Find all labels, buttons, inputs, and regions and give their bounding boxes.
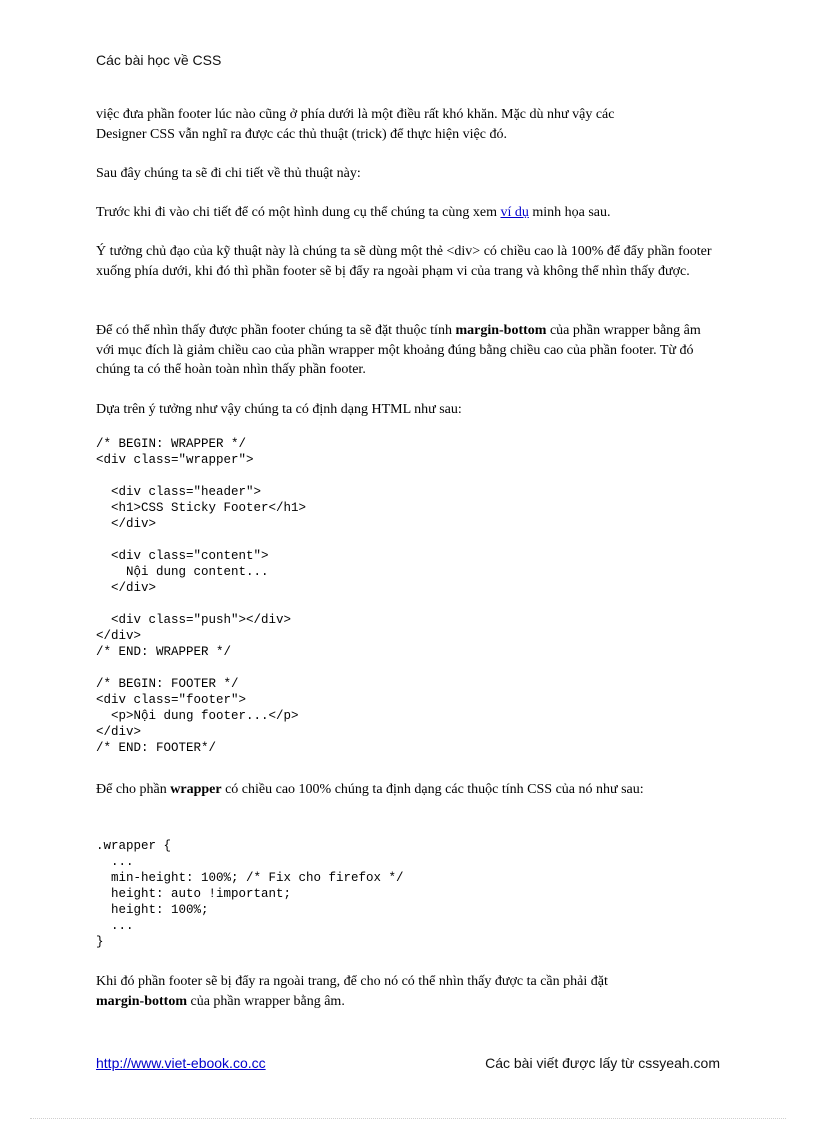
code-line <box>96 596 306 612</box>
paragraph-intro <box>96 105 718 144</box>
code-line: min-height: 100%; /* Fix cho firefox */ <box>96 871 404 885</box>
paragraph-example-text: Trước khi đi vào chi tiết để có một hình dung cụ thể chúng ta cùng xem <box>96 205 501 220</box>
page-bottom-divider <box>30 1118 786 1119</box>
page-header-title: Các bài học về CSS <box>96 52 222 68</box>
code-line: <h1>CSS Sticky Footer</h1> <box>96 501 307 515</box>
code-line: <div class="header"> <box>96 485 262 499</box>
paragraph-wrapper <box>96 780 718 800</box>
code-line: <div class="footer"> <box>96 693 247 707</box>
paragraph-conclusion-tail: của phần wrapper bằng âm. <box>187 993 345 1009</box>
code-line: /* BEGIN: WRAPPER */ <box>96 437 247 451</box>
paragraph-wrapper-text: Để cho phần <box>96 782 171 797</box>
paragraph-conclusion <box>96 972 718 1011</box>
code-line: </div> <box>96 517 157 531</box>
code-line: <p>Nội dung footer...</p> <box>96 709 299 723</box>
code-line: <div class="push"></div> <box>96 613 292 627</box>
code-line: </div> <box>96 725 142 739</box>
code-line: ... <box>96 919 134 933</box>
paragraph-example-tail: minh họa sau. <box>528 205 611 220</box>
code-line: </div> <box>96 581 157 595</box>
css-code-block <box>96 838 404 950</box>
code-line <box>96 532 306 548</box>
wrapper-term: wrapper <box>170 782 222 797</box>
code-line <box>96 468 306 484</box>
example-link[interactable]: ví dụ <box>500 205 529 220</box>
paragraph-margin-text: Để có thể nhìn thấy được phần footer chúng ta sẽ đặt thuộc tính <box>96 323 456 338</box>
paragraph-margin-tail: của phần wrapper bằng âm với mục đích là giảm chiều cao của phần wrapper một khoảng đúng bằng chiều cao của phần footer. Từ đó chúng ta có thể hoàn toàn nhìn thấy phần footer. <box>96 323 701 377</box>
paragraph-intro-line-2: Designer CSS vẫn nghĩ ra được các thủ thuật (trick) để thực hiện việc đó. <box>96 126 507 142</box>
paragraph-overview-text: Sau đây chúng ta sẽ đi chi tiết về thủ thuật này: <box>96 166 361 181</box>
html-code-block <box>96 436 306 756</box>
code-line: } <box>96 935 104 949</box>
paragraph-conclusion-line-1: Khi đó phần footer sẽ bị đẩy ra ngoài trang, để cho nó có thể nhìn thấy được ta cần phải đặt <box>96 974 608 989</box>
code-line: .wrapper { <box>96 839 172 853</box>
paragraph-example <box>96 203 718 223</box>
code-line: </div> <box>96 629 142 643</box>
code-line: <div class="wrapper"> <box>96 453 254 467</box>
code-line: ... <box>96 855 134 869</box>
footer-source-text: Các bài viết được lấy từ cssyeah.com <box>485 1055 720 1071</box>
code-line <box>96 660 306 676</box>
paragraph-wrapper-tail: có chiều cao 100% chúng ta định dạng các thuộc tính CSS của nó như sau: <box>221 782 644 797</box>
code-line: height: auto !important; <box>96 887 292 901</box>
code-line: height: 100%; <box>96 903 209 917</box>
code-line: /* END: WRAPPER */ <box>96 645 232 659</box>
paragraph-html-intro <box>96 400 718 420</box>
paragraph-margin <box>96 321 718 380</box>
margin-bottom-term: margin-bottom <box>455 323 547 338</box>
paragraph-idea-text: Ý tưởng chủ đạo của kỹ thuật này là chúng ta sẽ dùng một thẻ <div> có chiều cao là 100% để đẩy phần footer xuống phía dưới, khi đó thì phần footer sẽ bị đẩy ra ngoài phạm vi của trang và không thể nhìn thấy được. <box>96 244 712 279</box>
code-line: Nội dung content... <box>96 565 269 579</box>
paragraph-overview <box>96 164 718 184</box>
paragraph-idea <box>96 242 718 281</box>
footer-site-link[interactable]: http://www.viet-ebook.co.cc <box>96 1055 266 1071</box>
code-line: <div class="content"> <box>96 549 269 563</box>
code-line: /* BEGIN: FOOTER */ <box>96 677 239 691</box>
paragraph-intro-line-1: việc đưa phần footer lúc nào cũng ở phía dưới là một điều rất khó khăn. Mặc dù như vậy các <box>96 107 615 122</box>
code-line: /* END: FOOTER*/ <box>96 741 217 755</box>
margin-bottom-term-2: margin-bottom <box>96 993 187 1009</box>
paragraph-html-intro-text: Dựa trên ý tưởng như vậy chúng ta có định dạng HTML như sau: <box>96 402 462 417</box>
